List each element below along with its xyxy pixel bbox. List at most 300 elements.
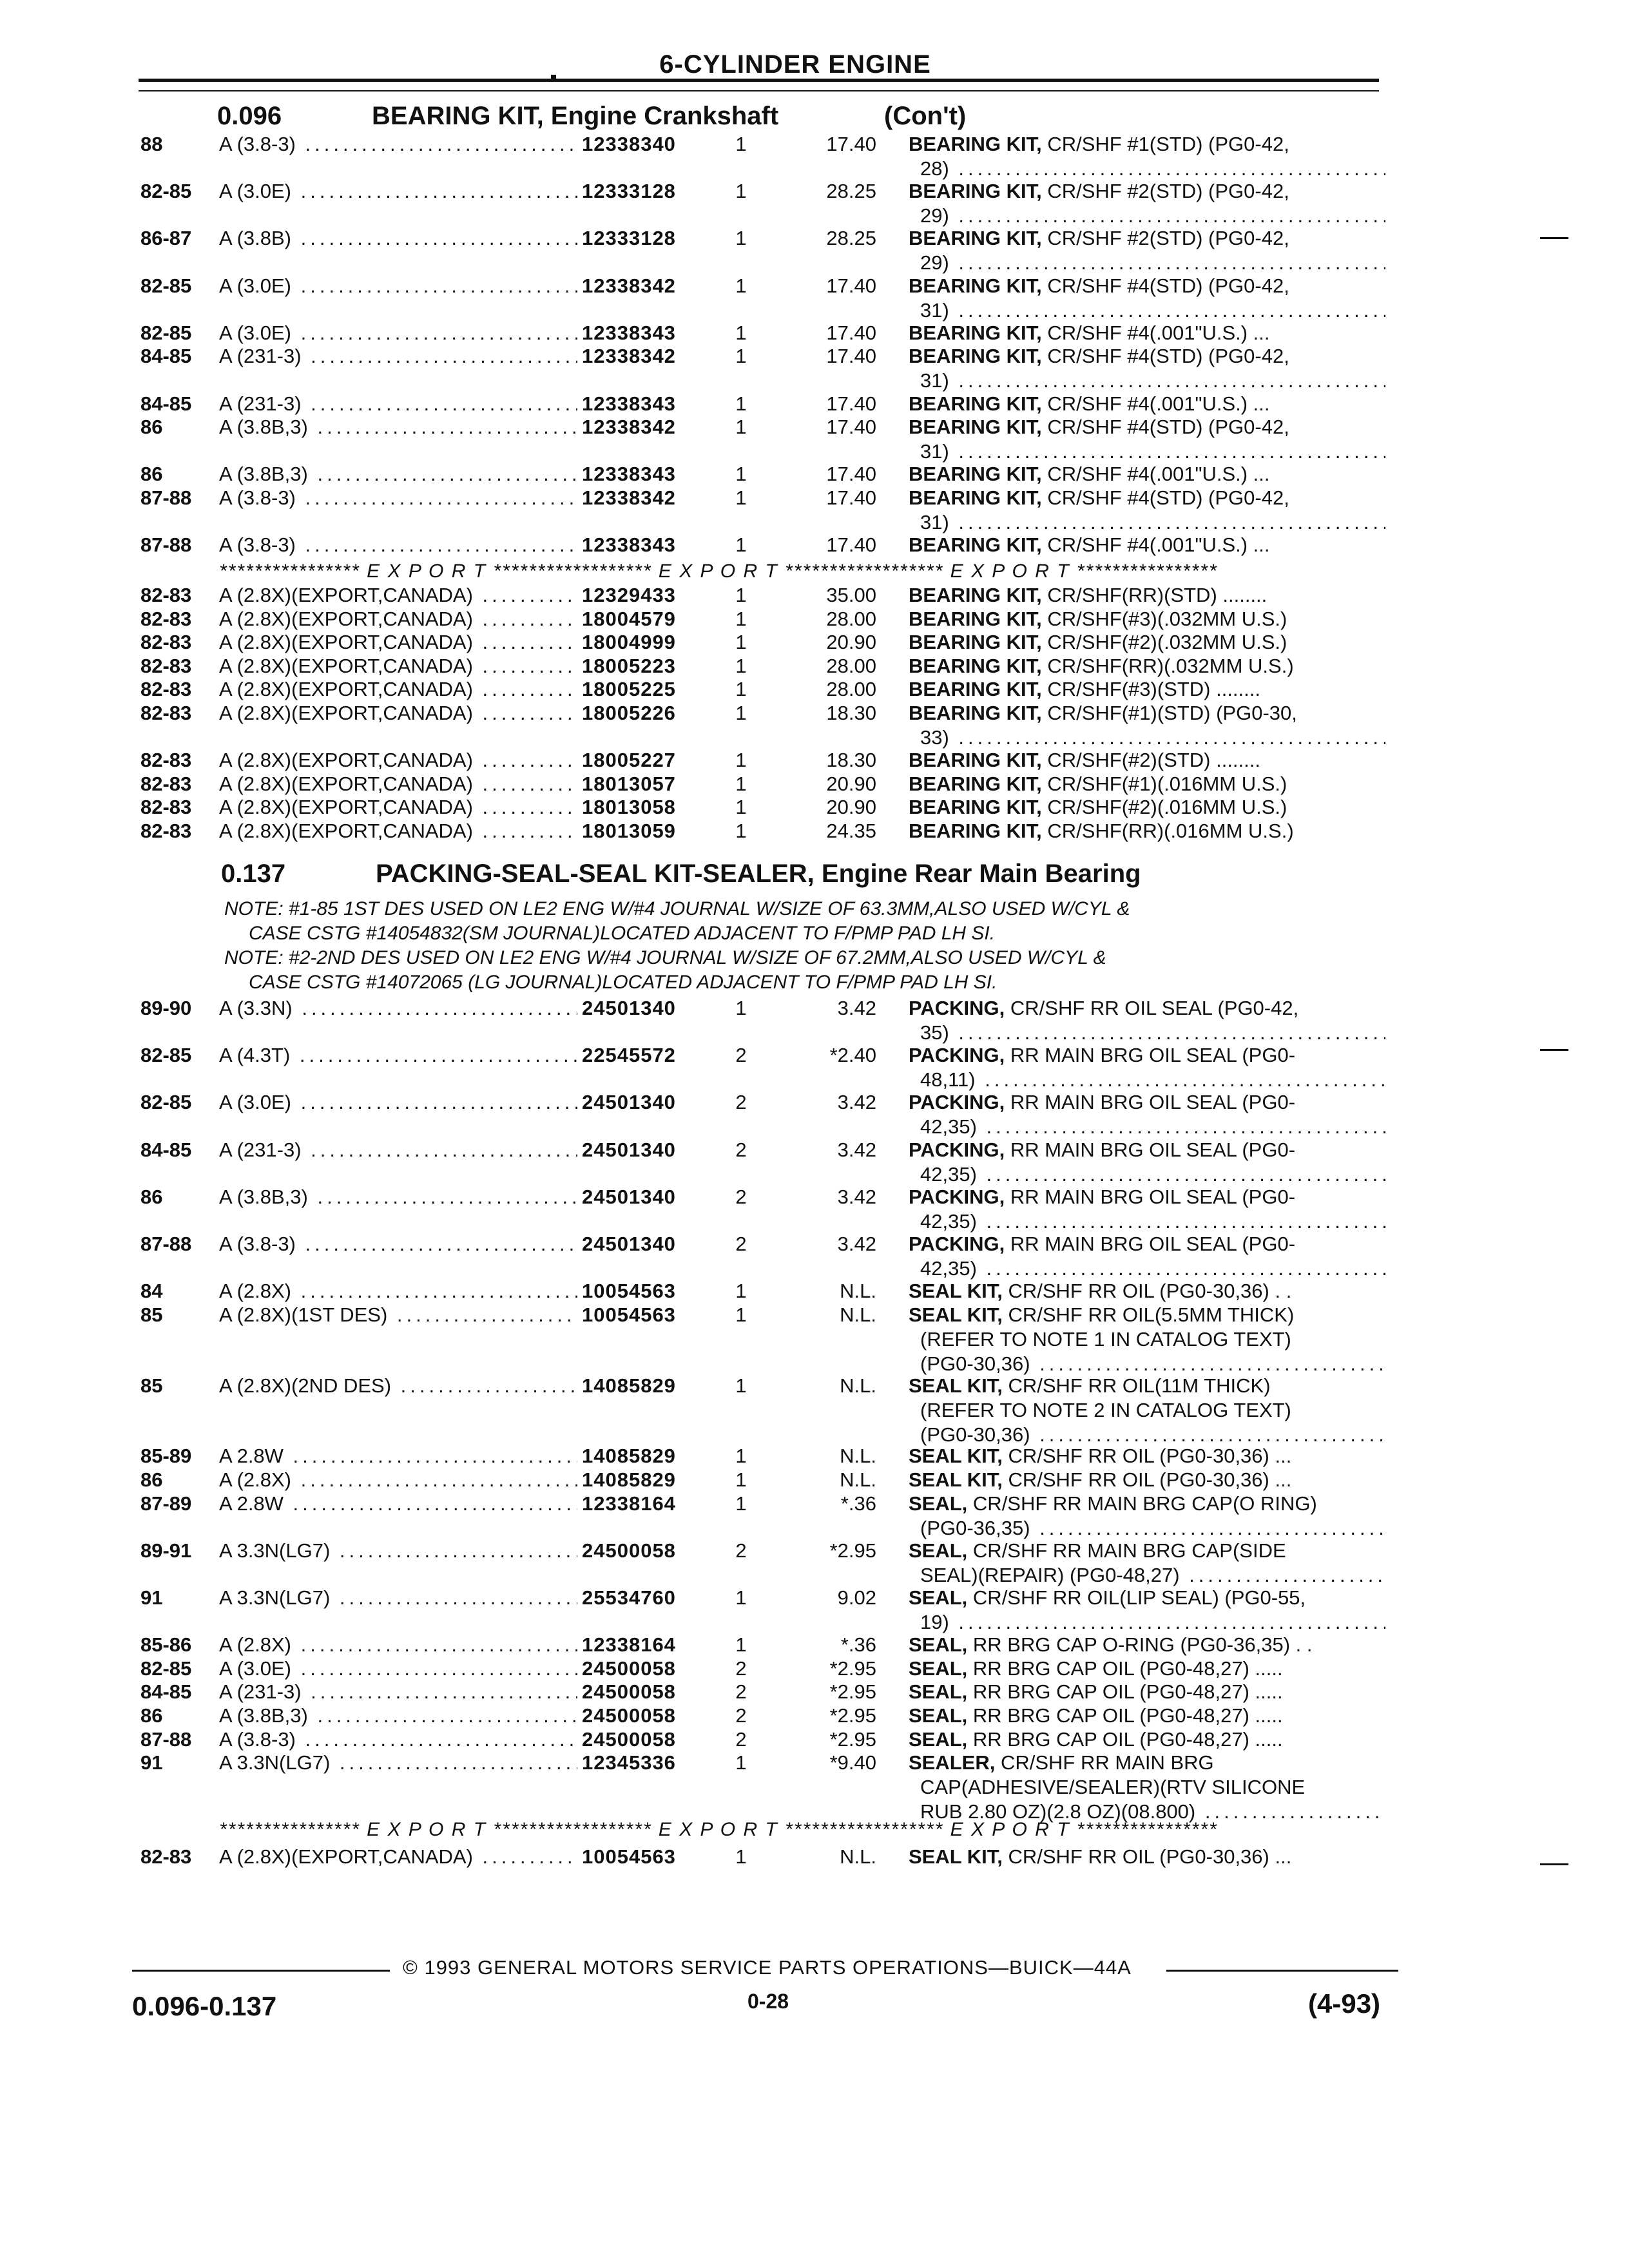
part-detail: CR/SHF RR MAIN BRG CAP(O RING) bbox=[972, 1492, 1317, 1515]
part-name: SEAL KIT, bbox=[909, 1374, 1003, 1397]
price: 3.42 bbox=[837, 1138, 876, 1161]
quantity: 1 bbox=[735, 1468, 747, 1491]
part-row bbox=[0, 486, 1629, 533]
application: A (231-3) ..... bbox=[219, 344, 577, 369]
model-years: 85 bbox=[140, 1374, 163, 1397]
quantity: 1 bbox=[735, 392, 747, 415]
application: A (2.8X)(EXPORT,CANADA) ..... bbox=[219, 795, 577, 820]
model-years: 87-88 bbox=[140, 533, 192, 557]
part-name: SEAL KIT, bbox=[909, 1468, 1003, 1491]
description bbox=[909, 1444, 1385, 1468]
quantity: 2 bbox=[735, 1680, 747, 1704]
quantity: 1 bbox=[735, 631, 747, 654]
part-number: 12333128 bbox=[582, 227, 676, 250]
quantity: 2 bbox=[735, 1704, 747, 1727]
price: 28.00 bbox=[826, 678, 876, 701]
part-detail: CR/SHF(#1)(.016MM U.S.) bbox=[1047, 772, 1287, 795]
model-years: 84 bbox=[140, 1280, 163, 1303]
part-row bbox=[0, 677, 1629, 702]
description-continued: 42,35) ..... bbox=[909, 1256, 1385, 1281]
description bbox=[909, 1279, 1385, 1303]
application: A (2.8X)(EXPORT,CANADA) ..... bbox=[219, 748, 577, 773]
part-name: BEARING KIT, bbox=[909, 607, 1042, 630]
part-detail: CR/SHF(RR)(.032MM U.S.) bbox=[1047, 654, 1294, 677]
model-years: 86-87 bbox=[140, 227, 192, 250]
part-row bbox=[0, 1303, 1629, 1375]
quantity: 1 bbox=[735, 796, 747, 819]
application: A (3.0E) ..... bbox=[219, 179, 577, 204]
model-years: 82-83 bbox=[140, 749, 192, 772]
description bbox=[909, 1751, 1385, 1824]
price: 20.90 bbox=[826, 772, 876, 795]
quantity: 1 bbox=[735, 1586, 747, 1609]
part-row bbox=[0, 819, 1629, 843]
quantity: 1 bbox=[735, 345, 747, 368]
description-continued: 29) ..... bbox=[909, 251, 1385, 275]
application: A (3.0E) ..... bbox=[219, 274, 577, 298]
export-divider: **************** E X P O R T ****************** E X P O R T ****************** E X P O R T **************** bbox=[219, 561, 1218, 582]
application: A (231-3) ..... bbox=[219, 392, 577, 416]
part-row bbox=[0, 1090, 1629, 1139]
quantity: 1 bbox=[735, 416, 747, 439]
part-detail: RR MAIN BRG OIL SEAL (PG0- bbox=[1010, 1044, 1296, 1067]
price: 17.40 bbox=[826, 392, 876, 415]
application: A (2.8X)(2ND DES) ..... bbox=[219, 1374, 577, 1398]
description bbox=[909, 226, 1385, 275]
price: *2.95 bbox=[829, 1704, 876, 1727]
description-continued: 33) ..... bbox=[909, 726, 1385, 750]
part-name: SEALER, bbox=[909, 1751, 996, 1774]
part-number: 18013057 bbox=[582, 772, 676, 795]
description-continued: 19) ..... bbox=[909, 1610, 1385, 1635]
part-number: 18004999 bbox=[582, 631, 676, 654]
description bbox=[909, 1303, 1385, 1376]
part-name: PACKING, bbox=[909, 1044, 1005, 1067]
model-years: 86 bbox=[140, 416, 163, 439]
description bbox=[909, 415, 1385, 464]
section-title: BEARING KIT, Engine Crankshaft bbox=[372, 102, 779, 130]
price: N.L. bbox=[840, 1445, 876, 1468]
price: 3.42 bbox=[837, 1233, 876, 1255]
price: *9.40 bbox=[829, 1751, 876, 1774]
application: A (2.8X)(EXPORT,CANADA) ..... bbox=[219, 654, 577, 678]
part-name: SEAL, bbox=[909, 1586, 968, 1609]
part-row bbox=[0, 1492, 1629, 1539]
part-row bbox=[0, 607, 1629, 631]
part-name: SEAL, bbox=[909, 1633, 968, 1657]
description bbox=[909, 748, 1385, 773]
part-name: SEAL, bbox=[909, 1704, 968, 1727]
part-number: 24500058 bbox=[582, 1704, 676, 1727]
part-number: 12333128 bbox=[582, 180, 676, 203]
description-continued: (PG0-36,35) ..... bbox=[909, 1516, 1385, 1541]
part-name: BEARING KIT, bbox=[909, 321, 1042, 344]
part-name: SEAL KIT, bbox=[909, 1280, 1003, 1303]
part-row bbox=[0, 226, 1629, 274]
part-name: SEAL, bbox=[909, 1539, 968, 1562]
application: A (231-3) ..... bbox=[219, 1138, 577, 1162]
model-years: 82-83 bbox=[140, 678, 192, 701]
description bbox=[909, 1704, 1385, 1728]
part-number: 18005226 bbox=[582, 702, 676, 724]
price: 20.90 bbox=[826, 796, 876, 819]
model-years: 82-85 bbox=[140, 321, 192, 344]
part-row bbox=[0, 1043, 1629, 1091]
part-detail: CR/SHF(#2)(.016MM U.S.) bbox=[1047, 796, 1287, 819]
quantity: 1 bbox=[735, 1445, 747, 1468]
application: A (3.8B,3) ..... bbox=[219, 462, 577, 486]
model-years: 85-89 bbox=[140, 1445, 192, 1468]
part-detail: RR MAIN BRG OIL SEAL (PG0- bbox=[1010, 1233, 1296, 1255]
application: A (2.8X)(EXPORT,CANADA) ..... bbox=[219, 630, 577, 655]
description-continued: 31) ..... bbox=[909, 439, 1385, 464]
quantity: 2 bbox=[735, 1539, 747, 1562]
quantity: 1 bbox=[735, 584, 747, 606]
description bbox=[909, 1727, 1385, 1752]
application: A (2.8X)(EXPORT,CANADA) ..... bbox=[219, 607, 577, 631]
model-years: 89-90 bbox=[140, 997, 192, 1019]
part-number: 18013059 bbox=[582, 820, 676, 842]
price: 17.40 bbox=[826, 463, 876, 486]
part-row bbox=[0, 179, 1629, 227]
part-name: SEAL KIT, bbox=[909, 1445, 1003, 1468]
price: 28.25 bbox=[826, 227, 876, 250]
description-continued: CAP(ADHESIVE/SEALER)(RTV SILICONE bbox=[920, 1776, 1306, 1799]
price: 18.30 bbox=[826, 749, 876, 772]
part-row bbox=[0, 748, 1629, 773]
part-detail: CR/SHF RR OIL (PG0-30,36) ... bbox=[1008, 1845, 1292, 1868]
model-years: 82-83 bbox=[140, 702, 192, 724]
application: A (2.8X)(EXPORT,CANADA) ..... bbox=[219, 772, 577, 796]
model-years: 84-85 bbox=[140, 1138, 192, 1161]
quantity: 1 bbox=[735, 1303, 747, 1326]
quantity: 1 bbox=[735, 1845, 747, 1868]
application: A 3.3N(LG7) ..... bbox=[219, 1539, 577, 1563]
part-row bbox=[0, 1727, 1629, 1752]
description bbox=[909, 1845, 1385, 1869]
description-continued: 42,35) ..... bbox=[909, 1162, 1385, 1187]
part-name: SEAL, bbox=[909, 1680, 968, 1704]
description-continued: 42,35) ..... bbox=[909, 1209, 1385, 1234]
price: 28.00 bbox=[826, 607, 876, 630]
application: A (3.0E) ..... bbox=[219, 1657, 577, 1681]
part-number: 18005223 bbox=[582, 654, 676, 677]
model-years: 84-85 bbox=[140, 392, 192, 415]
part-number: 18013058 bbox=[582, 796, 676, 819]
part-number: 24501340 bbox=[582, 1185, 676, 1208]
quantity: 1 bbox=[735, 486, 747, 509]
quantity: 2 bbox=[735, 1233, 747, 1255]
part-detail: CR/SHF RR OIL(LIP SEAL) (PG0-55, bbox=[972, 1586, 1306, 1609]
model-years: 87-89 bbox=[140, 1492, 192, 1515]
price: 35.00 bbox=[826, 584, 876, 606]
application: A (3.8-3) ..... bbox=[219, 533, 577, 557]
part-number: 18005227 bbox=[582, 749, 676, 772]
part-number: 24501340 bbox=[582, 1233, 676, 1255]
model-years: 86 bbox=[140, 1185, 163, 1208]
description bbox=[909, 996, 1385, 1045]
description bbox=[909, 462, 1385, 486]
part-detail: CR/SHF #4(.001"U.S.) ... bbox=[1047, 392, 1270, 415]
note-line: NOTE: #1-85 1ST DES USED ON LE2 ENG W/#4 JOURNAL W/SIZE OF 63.3MM,ALSO USED W/CYL & bbox=[224, 898, 1130, 919]
quantity: 2 bbox=[735, 1727, 747, 1751]
price: 28.00 bbox=[826, 654, 876, 677]
application: A (2.8X) ..... bbox=[219, 1279, 577, 1303]
application: A (3.8B,3) ..... bbox=[219, 1185, 577, 1209]
application: A (2.8X)(EXPORT,CANADA) ..... bbox=[219, 819, 577, 843]
part-name: BEARING KIT, bbox=[909, 749, 1042, 772]
price: 3.42 bbox=[837, 1091, 876, 1114]
part-row bbox=[0, 1657, 1629, 1681]
quantity: 1 bbox=[735, 678, 747, 701]
model-years: 82-85 bbox=[140, 1044, 192, 1067]
price: *2.95 bbox=[829, 1539, 876, 1562]
part-name: BEARING KIT, bbox=[909, 820, 1042, 842]
application: A 2.8W ..... bbox=[219, 1492, 577, 1516]
part-detail: CR/SHF #1(STD) (PG0-42, bbox=[1047, 133, 1289, 155]
model-years: 85-86 bbox=[140, 1633, 192, 1657]
part-row bbox=[0, 1586, 1629, 1633]
description bbox=[909, 1680, 1385, 1704]
part-number: 25534760 bbox=[582, 1586, 676, 1609]
description bbox=[909, 486, 1385, 535]
page-title: 6-CYLINDER ENGINE bbox=[659, 50, 931, 79]
model-years: 82-83 bbox=[140, 607, 192, 630]
application: A (3.8-3) ..... bbox=[219, 1232, 577, 1256]
description bbox=[909, 344, 1385, 393]
description bbox=[909, 1492, 1385, 1541]
part-detail: CR/SHF #2(STD) (PG0-42, bbox=[1047, 180, 1289, 203]
part-name: SEAL, bbox=[909, 1657, 968, 1680]
part-detail: RR BRG CAP OIL (PG0-48,27) ..... bbox=[972, 1727, 1283, 1751]
application: A (3.8-3) ..... bbox=[219, 132, 577, 157]
quantity: 1 bbox=[735, 997, 747, 1019]
description-continued: SEAL)(REPAIR) (PG0-48,27) ..... bbox=[909, 1563, 1385, 1588]
part-number: 12338340 bbox=[582, 133, 676, 155]
part-detail: CR/SHF(#2)(.032MM U.S.) bbox=[1047, 631, 1287, 654]
price: *2.40 bbox=[829, 1044, 876, 1067]
model-years: 82-83 bbox=[140, 1845, 192, 1868]
model-years: 82-85 bbox=[140, 180, 192, 203]
part-row bbox=[0, 1704, 1629, 1728]
part-number: 12338343 bbox=[582, 392, 676, 415]
description bbox=[909, 654, 1385, 678]
price: 20.90 bbox=[826, 631, 876, 654]
description bbox=[909, 132, 1385, 181]
part-number: 12338164 bbox=[582, 1633, 676, 1657]
margin-mark bbox=[1540, 1863, 1568, 1865]
price: N.L. bbox=[840, 1303, 876, 1326]
note-line: CASE CSTG #14054832(SM JOURNAL)LOCATED ADJACENT TO F/PMP PAD LH SI. bbox=[249, 923, 996, 944]
part-row bbox=[0, 1232, 1629, 1280]
part-number: 10054563 bbox=[582, 1303, 676, 1326]
model-years: 85 bbox=[140, 1303, 163, 1326]
part-row bbox=[0, 415, 1629, 463]
quantity: 1 bbox=[735, 463, 747, 486]
description-continued: (REFER TO NOTE 1 IN CATALOG TEXT) bbox=[920, 1327, 1291, 1350]
model-years: 82-85 bbox=[140, 274, 192, 297]
description bbox=[909, 1657, 1385, 1681]
part-row bbox=[0, 1185, 1629, 1233]
part-row bbox=[0, 583, 1629, 608]
price: N.L. bbox=[840, 1468, 876, 1491]
part-number: 24501340 bbox=[582, 1091, 676, 1114]
quantity: 1 bbox=[735, 1280, 747, 1303]
part-number: 12338342 bbox=[582, 345, 676, 368]
part-detail: CR/SHF RR OIL (PG0-30,36) . . bbox=[1008, 1280, 1292, 1303]
quantity: 2 bbox=[735, 1185, 747, 1208]
price: 18.30 bbox=[826, 702, 876, 724]
description bbox=[909, 179, 1385, 228]
quantity: 1 bbox=[735, 1633, 747, 1657]
part-number: 24500058 bbox=[582, 1657, 676, 1680]
part-detail: CR/SHF(#2)(STD) ........ bbox=[1047, 749, 1260, 772]
application: A 3.3N(LG7) ..... bbox=[219, 1751, 577, 1775]
quantity: 1 bbox=[735, 274, 747, 297]
model-years: 86 bbox=[140, 463, 163, 486]
quantity: 2 bbox=[735, 1138, 747, 1161]
price: 17.40 bbox=[826, 416, 876, 439]
part-detail: CR/SHF #4(STD) (PG0-42, bbox=[1047, 345, 1289, 368]
application: A (3.8B) ..... bbox=[219, 226, 577, 251]
footer-section-range: 0.096-0.137 bbox=[132, 1991, 277, 2021]
price: 17.40 bbox=[826, 486, 876, 509]
price: 17.40 bbox=[826, 533, 876, 557]
part-row bbox=[0, 274, 1629, 322]
application: A (3.8-3) ..... bbox=[219, 1727, 577, 1752]
part-detail: RR BRG CAP OIL (PG0-48,27) ..... bbox=[972, 1657, 1283, 1680]
model-years: 82-83 bbox=[140, 654, 192, 677]
description bbox=[909, 392, 1385, 416]
part-name: BEARING KIT, bbox=[909, 463, 1042, 486]
part-detail: CR/SHF(#1)(STD) (PG0-30, bbox=[1047, 702, 1297, 724]
part-number: 10054563 bbox=[582, 1845, 676, 1868]
price: 17.40 bbox=[826, 345, 876, 368]
description bbox=[909, 630, 1385, 655]
part-number: 22545572 bbox=[582, 1044, 676, 1067]
application: A (2.8X) ..... bbox=[219, 1633, 577, 1657]
description bbox=[909, 583, 1385, 608]
price: N.L. bbox=[840, 1845, 876, 1868]
quantity: 1 bbox=[735, 533, 747, 557]
description bbox=[909, 1043, 1385, 1092]
quantity: 1 bbox=[735, 607, 747, 630]
description bbox=[909, 1090, 1385, 1139]
application: A 3.3N(LG7) ..... bbox=[219, 1586, 577, 1610]
description-continued: 48,11) ..... bbox=[909, 1068, 1385, 1092]
description bbox=[909, 1633, 1385, 1657]
part-name: SEAL KIT, bbox=[909, 1845, 1003, 1868]
part-name: PACKING, bbox=[909, 1185, 1005, 1208]
part-name: BEARING KIT, bbox=[909, 631, 1042, 654]
description-continued: (REFER TO NOTE 2 IN CATALOG TEXT) bbox=[920, 1398, 1291, 1421]
price: 28.25 bbox=[826, 180, 876, 203]
note-line: NOTE: #2-2ND DES USED ON LE2 ENG W/#4 JOURNAL W/SIZE OF 67.2MM,ALSO USED W/CYL & bbox=[224, 947, 1106, 968]
quantity: 1 bbox=[735, 820, 747, 842]
application: A (3.0E) ..... bbox=[219, 321, 577, 345]
model-years: 82-83 bbox=[140, 820, 192, 842]
footer-rule bbox=[132, 1970, 390, 1972]
description-continued: 31) ..... bbox=[909, 298, 1385, 323]
section-continued: (Con't) bbox=[884, 102, 967, 130]
description bbox=[909, 1232, 1385, 1281]
application: A (3.8B,3) ..... bbox=[219, 415, 577, 439]
section-number: 0.137 bbox=[221, 860, 286, 888]
part-detail: CR/SHF RR MAIN BRG CAP(SIDE bbox=[972, 1539, 1286, 1562]
part-name: BEARING KIT, bbox=[909, 133, 1042, 155]
part-row bbox=[0, 1444, 1629, 1468]
part-row bbox=[0, 344, 1629, 392]
part-row bbox=[0, 533, 1629, 557]
part-row bbox=[0, 630, 1629, 655]
part-number: 12345336 bbox=[582, 1751, 676, 1774]
part-number: 14085829 bbox=[582, 1374, 676, 1397]
part-detail: CR/SHF #2(STD) (PG0-42, bbox=[1047, 227, 1289, 250]
description bbox=[909, 1185, 1385, 1234]
part-name: BEARING KIT, bbox=[909, 702, 1042, 724]
price: 3.42 bbox=[837, 1185, 876, 1208]
description-continued: 31) ..... bbox=[909, 510, 1385, 535]
price: 17.40 bbox=[826, 274, 876, 297]
application: A 2.8W ..... bbox=[219, 1444, 577, 1468]
part-name: BEARING KIT, bbox=[909, 274, 1042, 297]
part-number: 12338342 bbox=[582, 274, 676, 297]
part-number: 14085829 bbox=[582, 1445, 676, 1468]
part-detail: CR/SHF(#3)(.032MM U.S.) bbox=[1047, 607, 1287, 630]
part-name: BEARING KIT, bbox=[909, 392, 1042, 415]
quantity: 1 bbox=[735, 654, 747, 677]
part-name: BEARING KIT, bbox=[909, 416, 1042, 439]
application: A (3.0E) ..... bbox=[219, 1090, 577, 1115]
header-rule bbox=[139, 79, 1379, 82]
part-row bbox=[0, 1279, 1629, 1303]
application: A (231-3) ..... bbox=[219, 1680, 577, 1704]
description-continued: 42,35) ..... bbox=[909, 1115, 1385, 1139]
description-continued: (PG0-30,36) ..... bbox=[909, 1352, 1385, 1376]
model-years: 89-91 bbox=[140, 1539, 192, 1562]
model-years: 82-85 bbox=[140, 1091, 192, 1114]
footer-copyright: © 1993 GENERAL MOTORS SERVICE PARTS OPERATIONS—BUICK—44A bbox=[403, 1956, 1132, 1979]
part-detail: CR/SHF RR OIL(11M THICK) bbox=[1008, 1374, 1271, 1397]
part-number: 12338343 bbox=[582, 463, 676, 486]
model-years: 82-83 bbox=[140, 772, 192, 795]
description bbox=[909, 607, 1385, 631]
part-row bbox=[0, 1539, 1629, 1586]
application: A (3.8-3) ..... bbox=[219, 486, 577, 510]
model-years: 86 bbox=[140, 1468, 163, 1491]
model-years: 84-85 bbox=[140, 345, 192, 368]
part-detail: RR MAIN BRG OIL SEAL (PG0- bbox=[1010, 1185, 1296, 1208]
application: A (2.8X)(1ST DES) ..... bbox=[219, 1303, 577, 1327]
part-number: 24501340 bbox=[582, 997, 676, 1019]
part-detail: CR/SHF(RR)(STD) ........ bbox=[1047, 584, 1268, 606]
part-detail: RR MAIN BRG OIL SEAL (PG0- bbox=[1010, 1138, 1296, 1161]
part-detail: RR BRG CAP OIL (PG0-48,27) ..... bbox=[972, 1680, 1283, 1704]
description bbox=[909, 1586, 1385, 1635]
quantity: 2 bbox=[735, 1091, 747, 1114]
quantity: 1 bbox=[735, 321, 747, 344]
section-title: PACKING-SEAL-SEAL KIT-SEALER, Engine Rear Main Bearing bbox=[376, 860, 1141, 888]
part-name: BEARING KIT, bbox=[909, 772, 1042, 795]
part-name: BEARING KIT, bbox=[909, 345, 1042, 368]
application: A (3.3N) ..... bbox=[219, 996, 577, 1021]
part-row bbox=[0, 996, 1629, 1044]
margin-mark bbox=[1540, 1049, 1568, 1051]
description bbox=[909, 772, 1385, 796]
model-years: 82-85 bbox=[140, 1657, 192, 1680]
part-row bbox=[0, 1374, 1629, 1446]
description bbox=[909, 321, 1385, 345]
